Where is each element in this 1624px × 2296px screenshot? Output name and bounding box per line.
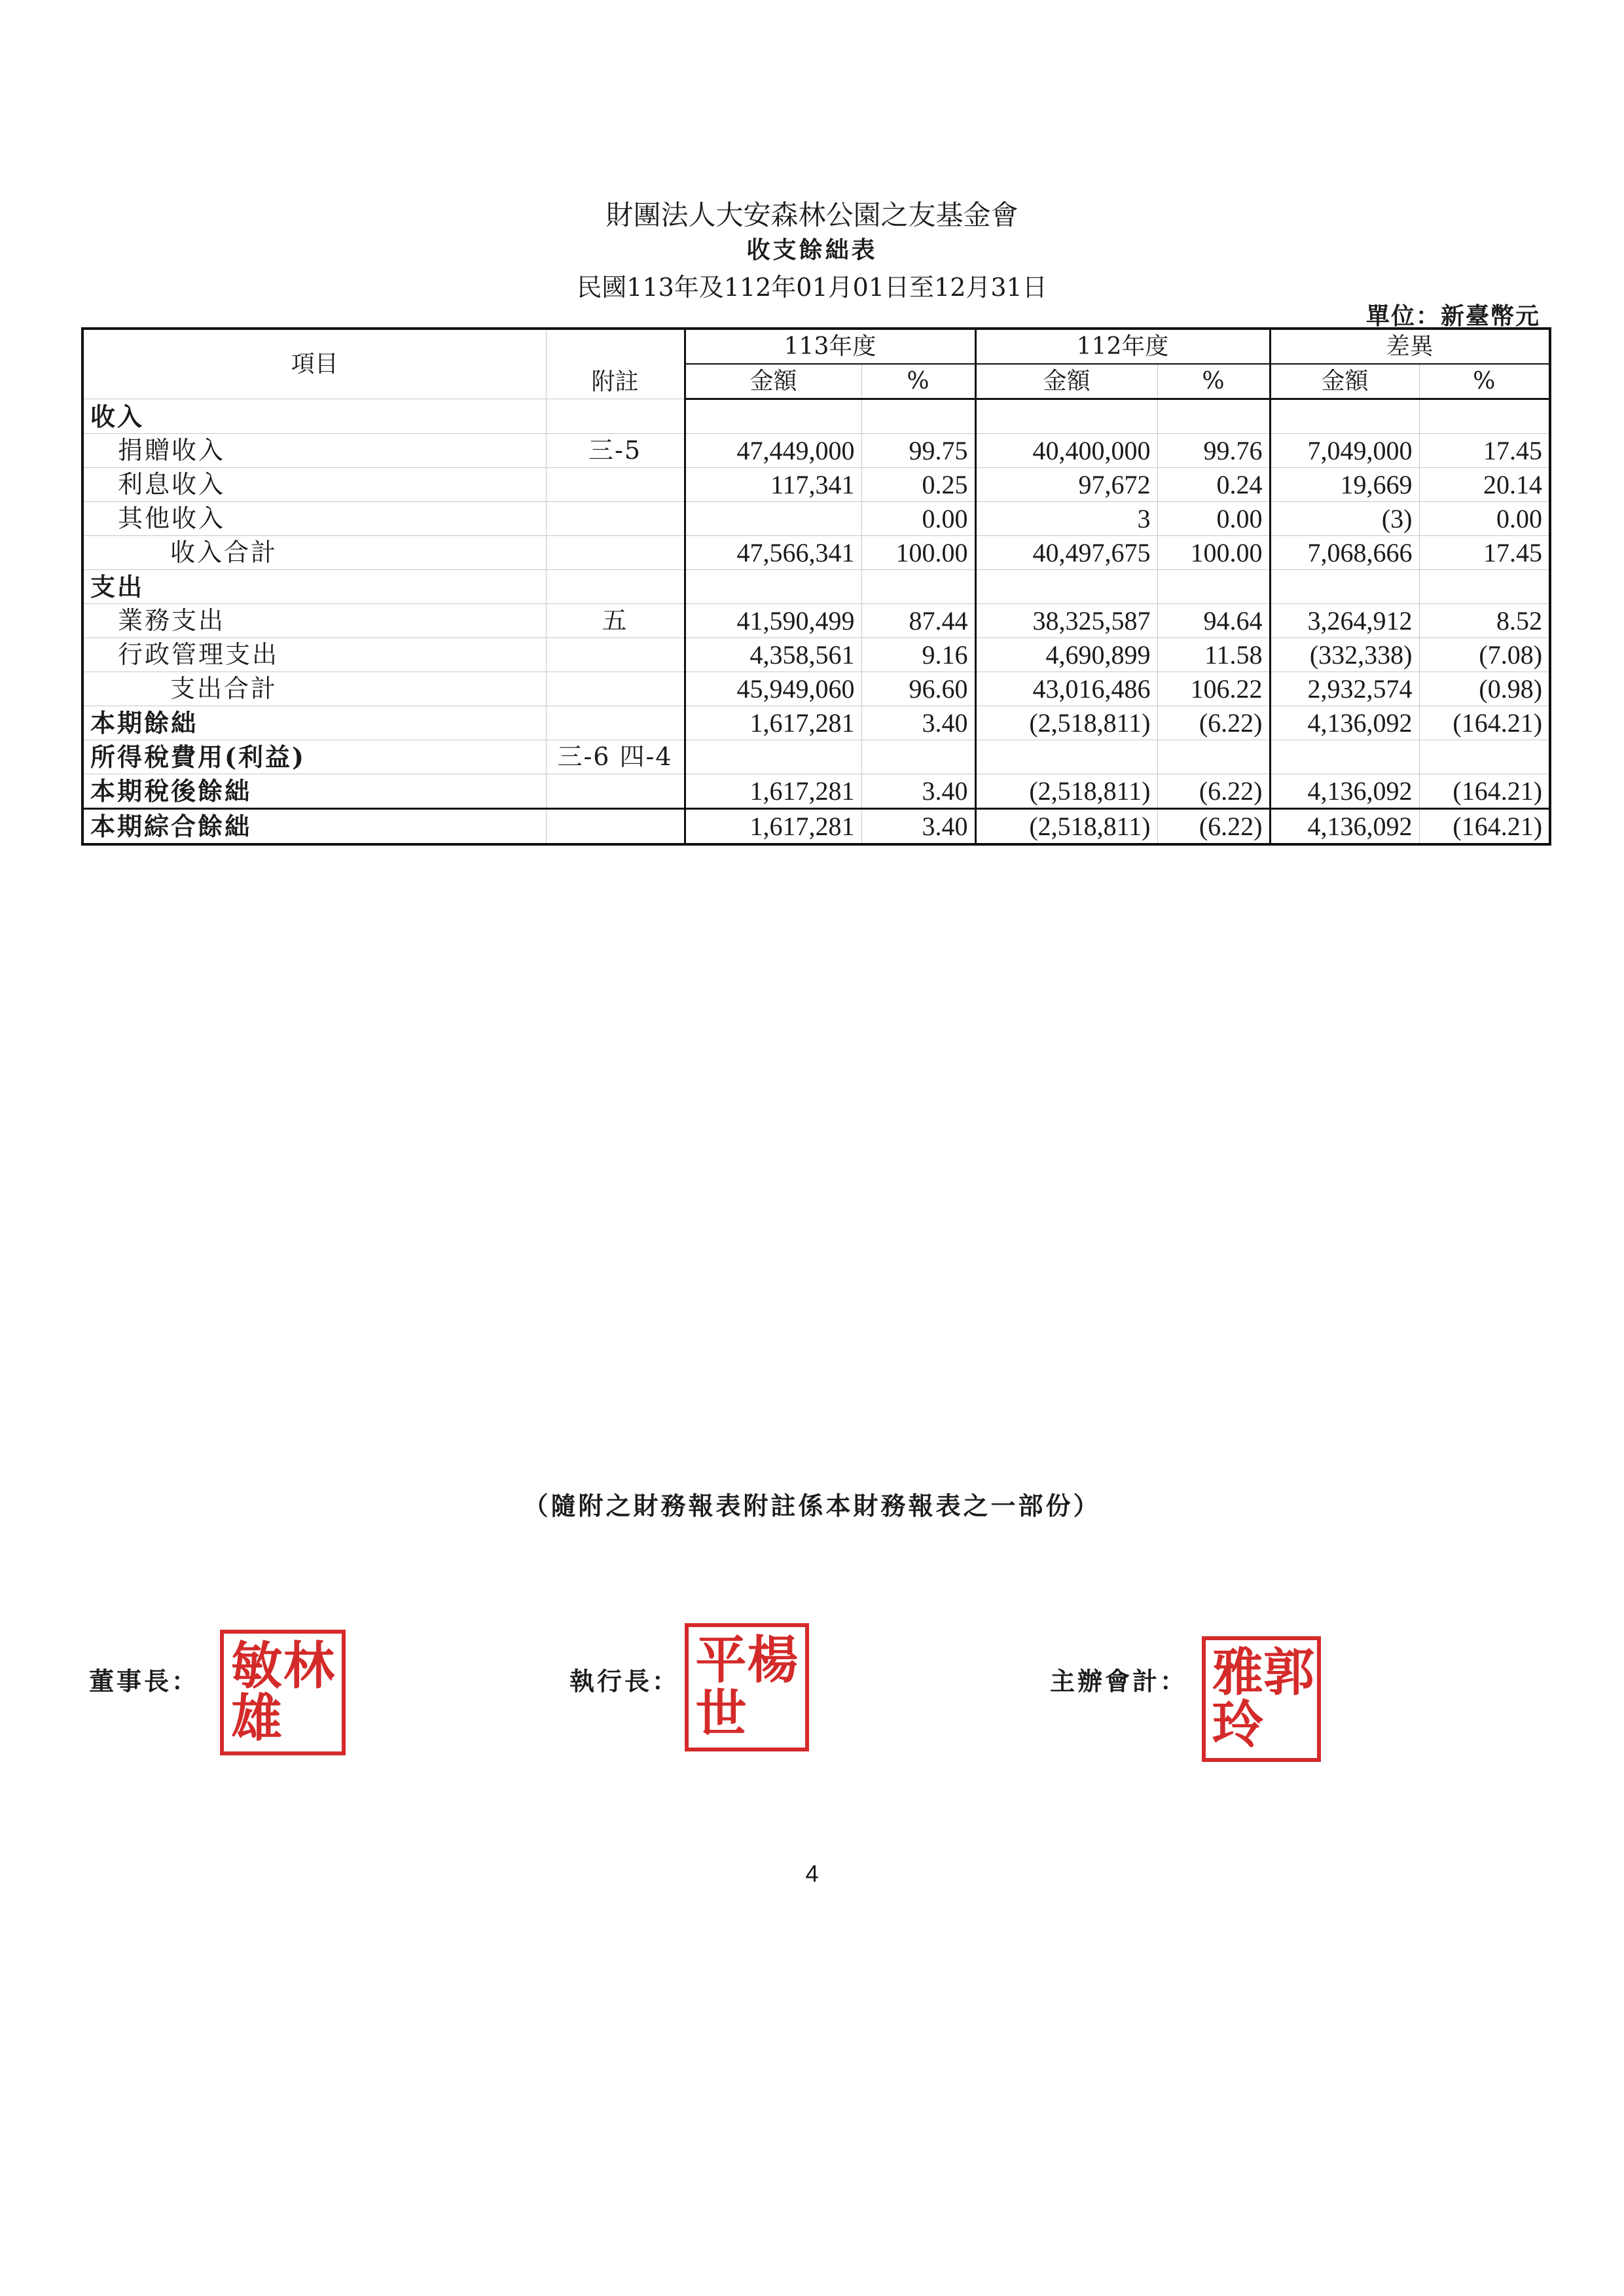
- pct-diff: 0.00: [1419, 502, 1550, 536]
- row-note: [546, 706, 685, 740]
- accountant-seal: 雅 郭 玲: [1202, 1636, 1321, 1762]
- pct-113: 0.25: [861, 468, 975, 502]
- pct-diff: (7.08): [1419, 638, 1550, 672]
- pct-112: 94.64: [1157, 604, 1270, 638]
- pct-diff: 17.45: [1419, 434, 1550, 468]
- header-amount-112: 金額: [975, 364, 1157, 399]
- pct-113: 99.75: [861, 434, 975, 468]
- amount-diff: 4,136,092: [1270, 706, 1419, 740]
- amount-113: [685, 502, 861, 536]
- table-row: [82, 672, 1550, 706]
- pct-112: [1157, 399, 1270, 434]
- table-row: [82, 740, 1550, 774]
- amount-113: 47,449,000: [685, 434, 861, 468]
- header-pct-112: %: [1157, 364, 1270, 399]
- row-note: [546, 502, 685, 536]
- page-number: 4: [805, 1860, 819, 1887]
- header-pct-diff: %: [1419, 364, 1550, 399]
- pct-diff: [1419, 399, 1550, 434]
- amount-diff: 7,049,000: [1270, 434, 1419, 468]
- table-row: [82, 809, 1550, 845]
- amount-diff: 4,136,092: [1270, 774, 1419, 809]
- amount-diff: [1270, 399, 1419, 434]
- amount-113: 47,566,341: [685, 536, 861, 570]
- ceo-label: 執行長：: [569, 1666, 680, 1696]
- ceo-seal: 平 楊 世: [685, 1623, 809, 1751]
- row-label: 捐贈收入: [82, 434, 546, 468]
- pct-diff: (164.21): [1419, 706, 1550, 740]
- row-note: 三-6 四-4: [546, 740, 685, 774]
- row-note: [546, 570, 685, 604]
- row-label: 收入合計: [82, 536, 546, 570]
- amount-112: (2,518,811): [975, 809, 1157, 845]
- amount-diff: 2,932,574: [1270, 672, 1419, 706]
- amount-diff: (332,338): [1270, 638, 1419, 672]
- table-row: [82, 468, 1550, 502]
- amount-112: [975, 570, 1157, 604]
- pct-113: [861, 740, 975, 774]
- header-difference: 差異: [1270, 329, 1550, 364]
- row-label: 本期綜合餘絀: [82, 809, 546, 845]
- amount-112: 40,497,675: [975, 536, 1157, 570]
- pct-113: 100.00: [861, 536, 975, 570]
- row-note: [546, 809, 685, 845]
- pct-112: 100.00: [1157, 536, 1270, 570]
- row-label: 其他收入: [82, 502, 546, 536]
- amount-113: [685, 740, 861, 774]
- row-note: [546, 672, 685, 706]
- table-row: [82, 570, 1550, 604]
- amount-112: (2,518,811): [975, 706, 1157, 740]
- row-note: [546, 774, 685, 809]
- row-note: 五: [546, 604, 685, 638]
- table-row: [82, 399, 1550, 434]
- amount-112: 40,400,000: [975, 434, 1157, 468]
- pct-diff: [1419, 740, 1550, 774]
- header-year-113: 113年度: [685, 329, 975, 364]
- amount-113: 41,590,499: [685, 604, 861, 638]
- pct-112: (6.22): [1157, 774, 1270, 809]
- chairman-label: 董事長：: [89, 1666, 200, 1696]
- amount-diff: (3): [1270, 502, 1419, 536]
- pct-112: (6.22): [1157, 706, 1270, 740]
- amount-diff: 19,669: [1270, 468, 1419, 502]
- row-note: [546, 638, 685, 672]
- pct-113: 87.44: [861, 604, 975, 638]
- pct-diff: 8.52: [1419, 604, 1550, 638]
- amount-112: 4,690,899: [975, 638, 1157, 672]
- amount-112: [975, 740, 1157, 774]
- amount-113: 1,617,281: [685, 809, 861, 845]
- header-pct-113: %: [861, 364, 975, 399]
- table-row: [82, 604, 1550, 638]
- table-row: [82, 638, 1550, 672]
- row-label: 收入: [82, 399, 546, 434]
- amount-113: 117,341: [685, 468, 861, 502]
- amount-diff: 3,264,912: [1270, 604, 1419, 638]
- income-statement-table: [81, 327, 1551, 846]
- row-note: [546, 468, 685, 502]
- pct-113: 3.40: [861, 774, 975, 809]
- pct-112: 106.22: [1157, 672, 1270, 706]
- amount-diff: [1270, 740, 1419, 774]
- row-label: 業務支出: [82, 604, 546, 638]
- pct-112: 99.76: [1157, 434, 1270, 468]
- chairman-seal: 敏 林 雄: [220, 1630, 346, 1755]
- pct-112: 0.00: [1157, 502, 1270, 536]
- report-title: 收支餘絀表: [746, 236, 878, 264]
- amount-113: [685, 570, 861, 604]
- amount-diff: 7,068,666: [1270, 536, 1419, 570]
- pct-diff: [1419, 570, 1550, 604]
- amount-113: [685, 399, 861, 434]
- pct-112: 0.24: [1157, 468, 1270, 502]
- report-period: 民國113年及112年01月01日至12月31日: [577, 273, 1047, 302]
- row-note: [546, 399, 685, 434]
- amount-diff: 4,136,092: [1270, 809, 1419, 845]
- pct-112: [1157, 570, 1270, 604]
- pct-113: [861, 570, 975, 604]
- row-label: 本期稅後餘絀: [82, 774, 546, 809]
- pct-113: [861, 399, 975, 434]
- table-row: [82, 502, 1550, 536]
- row-label: 行政管理支出: [82, 638, 546, 672]
- table-row: [82, 434, 1550, 468]
- pct-112: [1157, 740, 1270, 774]
- amount-113: 1,617,281: [685, 774, 861, 809]
- amount-113: 45,949,060: [685, 672, 861, 706]
- amount-113: 1,617,281: [685, 706, 861, 740]
- organization-name: 財團法人大安森林公園之友基金會: [605, 199, 1019, 231]
- pct-diff: 17.45: [1419, 536, 1550, 570]
- accountant-label: 主辦會計：: [1050, 1666, 1188, 1696]
- pct-113: 3.40: [861, 809, 975, 845]
- pct-113: 9.16: [861, 638, 975, 672]
- header-amount-diff: 金額: [1270, 364, 1419, 399]
- amount-112: 3: [975, 502, 1157, 536]
- pct-113: 3.40: [861, 706, 975, 740]
- footnote: （隨附之財務報表附註係本財務報表之一部份）: [523, 1491, 1101, 1520]
- row-note: [546, 536, 685, 570]
- amount-112: [975, 399, 1157, 434]
- pct-112: (6.22): [1157, 809, 1270, 845]
- amount-113: 4,358,561: [685, 638, 861, 672]
- row-label: 利息收入: [82, 468, 546, 502]
- header-note: 附註: [546, 329, 685, 399]
- pct-diff: (0.98): [1419, 672, 1550, 706]
- pct-diff: 20.14: [1419, 468, 1550, 502]
- row-label: 支出: [82, 570, 546, 604]
- currency-unit: 單位：新臺幣元: [1365, 302, 1540, 330]
- amount-112: (2,518,811): [975, 774, 1157, 809]
- row-label: 所得稅費用(利益): [82, 740, 546, 774]
- table-row: [82, 536, 1550, 570]
- row-note: 三-5: [546, 434, 685, 468]
- amount-112: 38,325,587: [975, 604, 1157, 638]
- pct-diff: (164.21): [1419, 809, 1550, 845]
- row-label: 本期餘絀: [82, 706, 546, 740]
- amount-112: 97,672: [975, 468, 1157, 502]
- header-year-112: 112年度: [975, 329, 1270, 364]
- table-row: [82, 706, 1550, 740]
- pct-diff: (164.21): [1419, 774, 1550, 809]
- amount-112: 43,016,486: [975, 672, 1157, 706]
- pct-112: 11.58: [1157, 638, 1270, 672]
- table-row: [82, 774, 1550, 809]
- pct-113: 96.60: [861, 672, 975, 706]
- row-label: 支出合計: [82, 672, 546, 706]
- amount-diff: [1270, 570, 1419, 604]
- header-amount-113: 金額: [685, 364, 861, 399]
- pct-113: 0.00: [861, 502, 975, 536]
- header-item: 項目: [82, 329, 546, 399]
